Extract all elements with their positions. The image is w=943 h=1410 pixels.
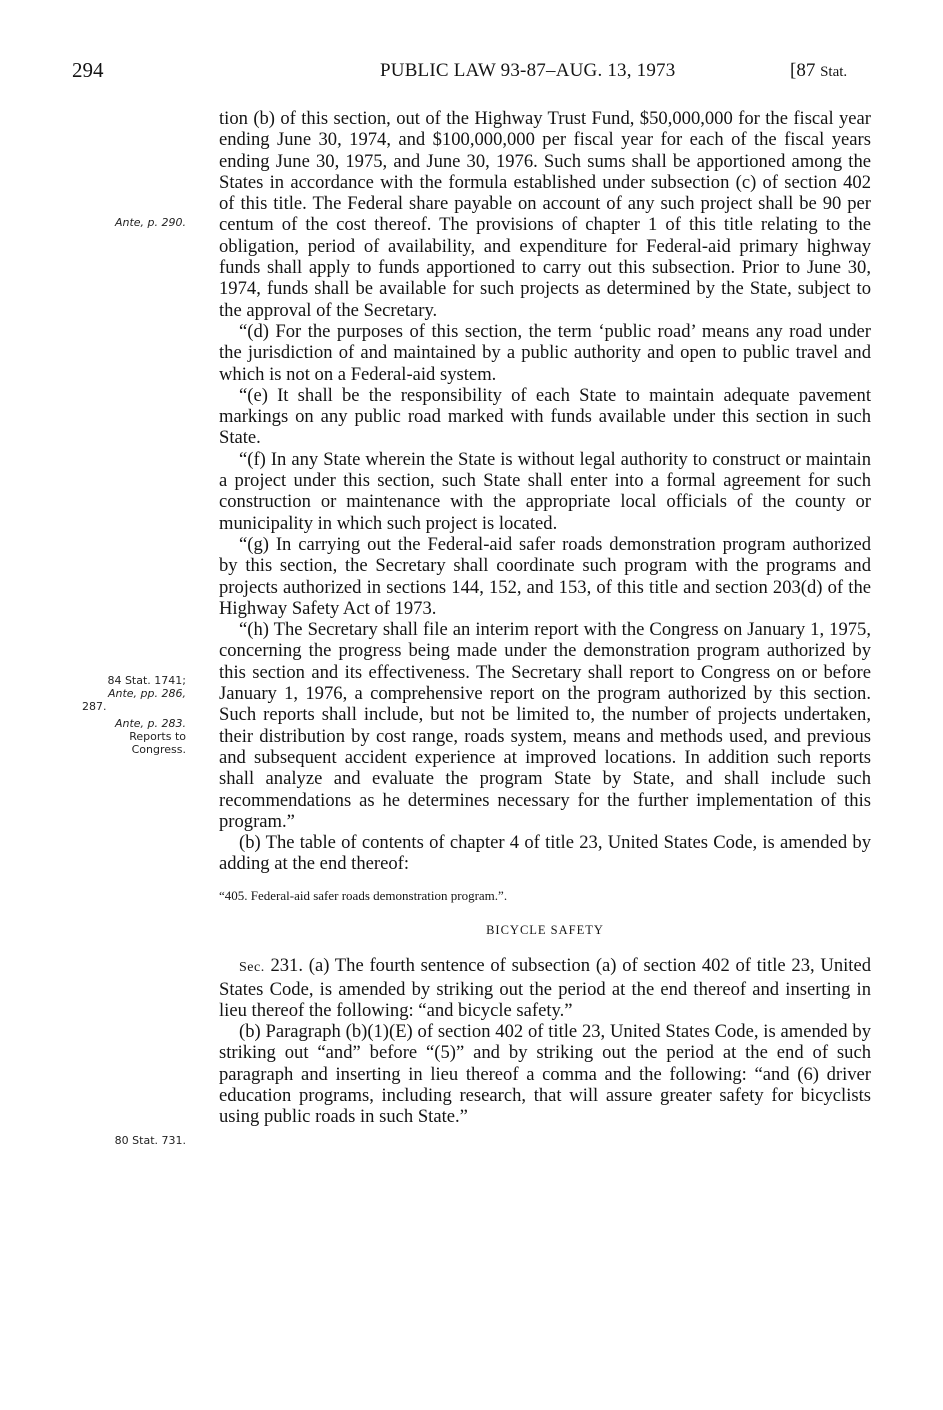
paragraph-g: “(g) In carrying out the Federal-aid safer roads demonstration program authorized by this section, the Secretary shall coordinate such program with the programs and projects authorized in sections 144, 152, and 153, of this title and section 203(d) of the Highway Safety Act of 1973. (219, 533, 871, 619)
section-231-a (219, 955, 871, 1021)
paragraph-table-of-contents: (b) The table of contents of chapter 4 of title 23, United States Code, is amended by adding at the end thereof: (219, 832, 871, 875)
margin-note-ante-290: Ante, p. 290. (114, 216, 186, 229)
statute-reference (790, 60, 847, 82)
paragraph-continuation: tion (b) of this section, out of the Highway Trust Fund, $50,000,000 for the fiscal year ending June 30, 1974, and $100,000,000 per fiscal year for each of the fiscal years ending June 30, 1975, and June 30, 1976. Such sums shall be apportioned among the States in accordance with the formula established under subsection (c) of section 402 of this title. The Federal share payable on account of any such project shall be 90 per centum of the cost thereof. The provisions of chapter 1 of this title relating to the obligation, period of availability, and expenditure for Federal-aid primary highway funds shall apply to funds apportioned to carry out this subsection. Prior to June 30, 1974, funds shall be available for such projects as determined by the State, subject to the approval of the Secretary. (219, 108, 871, 321)
margin-note-stat-1741: 84 Stat. 1741; Ante, pp. 286, 287. (82, 674, 186, 713)
section-231-b: (b) Paragraph (b)(1)(E) of section 402 of title 23, United States Code, is amended by striking out “and” before “(5)” and by striking out the period at the end of such paragraph and inserting in lieu thereof a comma and the following: “and (6) driver education programs, including research, that will assure greater safety for bicyclists using public roads in such State.” (219, 1021, 871, 1128)
section-heading: BICYCLE SAFETY (486, 922, 604, 937)
margin-note-stat-731: 80 Stat. 731. (114, 1134, 186, 1147)
paragraph-e: “(e) It shall be the responsibility of each State to maintain adequate pavement markings on any public road marked with funds available under this section in such State. (219, 384, 871, 449)
stat-word: Stat. (820, 64, 848, 80)
running-header (0, 58, 943, 88)
page-number: 294 (72, 58, 104, 82)
stat-volume: [87 (790, 60, 821, 81)
margin-note-ante-283: Ante, p. 283. Reports to Congress. (114, 717, 186, 756)
paragraph-h: “(h) The Secretary shall file an interim report with the Congress on January 1, 1975, concerning the progress being made under the demonstration program authorized by this section and its effectiveness. The Secretary shall report to Congress on or before January 1, 1976, a comprehensive report on the program authorized by this section. Such reports shall include, but not be limited to, the number of projects undertaken, their distribution by cost range, roads system, means and methods used, and previous and subsequent accident experience at improved locations. In addition such reports shall analyze and evaluate the program State by State, and shall include such recommendations as he determines necessary for the further implementation of this program.” (219, 619, 871, 832)
paragraph-d: “(d) For the purposes of this section, the term ‘public road’ means any road under the jurisdiction of and maintained by a public authority and open to public travel and which is not on a Federal-aid system. (219, 320, 871, 385)
paragraph-f: “(f) In any State wherein the State is without legal authority to construct or maintain a project under this section, such State shall enter into a formal agreement for such construction or maintenance with the appropriate local officials of the county or municipality in which such project is located. (219, 448, 871, 534)
toc-entry: “405. Federal-aid safer roads demonstration program.”. (219, 887, 508, 903)
body-text (219, 108, 871, 1128)
section-231-a-text: 231. (a) The fourth sentence of subsection (a) of section 402 of title 23, United States Code, is amended by striking out the period at the end thereof and inserting in lieu thereof the following: “and bicycle safety.” (219, 955, 871, 1021)
running-title: PUBLIC LAW 93-87–AUG. 13, 1973 (380, 60, 676, 81)
section-label: Sec. (239, 960, 265, 976)
